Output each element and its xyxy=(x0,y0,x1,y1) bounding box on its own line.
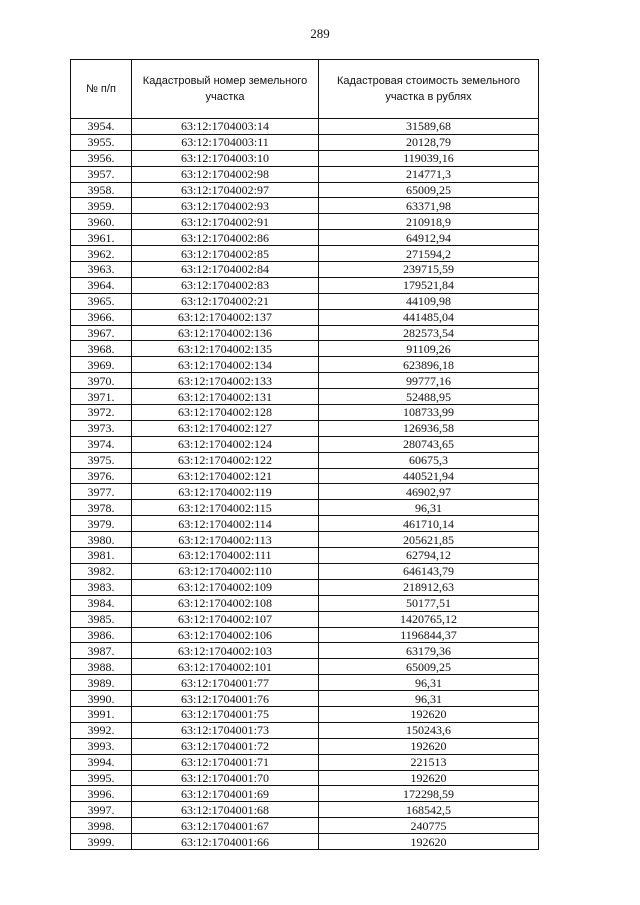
cadastral-number: 63:12:1704002:106 xyxy=(132,627,319,643)
cadastral-number: 63:12:1704002:115 xyxy=(132,500,319,516)
cadastral-number: 63:12:1704002:101 xyxy=(132,659,319,675)
cadastral-number: 63:12:1704002:128 xyxy=(132,405,319,421)
cadastral-value: 1196844,37 xyxy=(319,627,539,643)
table-row xyxy=(71,722,539,738)
cadastral-number: 63:12:1704002:109 xyxy=(132,579,319,595)
cadastral-number: 63:12:1704002:110 xyxy=(132,563,319,579)
cadastral-number: 63:12:1704002:91 xyxy=(132,214,319,230)
cadastral-number: 63:12:1704002:122 xyxy=(132,452,319,468)
cadastral-value: 271594,2 xyxy=(319,246,539,262)
cadastral-number: 63:12:1704002:134 xyxy=(132,357,319,373)
row-number: 3986. xyxy=(71,627,132,643)
row-number: 3985. xyxy=(71,611,132,627)
table-row xyxy=(71,834,539,850)
table-row xyxy=(71,643,539,659)
table-row xyxy=(71,373,539,389)
table-row xyxy=(71,548,539,564)
table-row xyxy=(71,500,539,516)
row-number: 3992. xyxy=(71,722,132,738)
cadastral-value: 441485,04 xyxy=(319,309,539,325)
table-row xyxy=(71,452,539,468)
cadastral-number: 63:12:1704002:108 xyxy=(132,595,319,611)
row-number: 3991. xyxy=(71,706,132,722)
cadastral-value: 91109,26 xyxy=(319,341,539,357)
table-row xyxy=(71,150,539,166)
cadastral-number: 63:12:1704002:127 xyxy=(132,420,319,436)
cadastral-value: 65009,25 xyxy=(319,182,539,198)
table-row xyxy=(71,595,539,611)
cadastral-number: 63:12:1704002:103 xyxy=(132,643,319,659)
row-number: 3965. xyxy=(71,293,132,309)
row-number: 3975. xyxy=(71,452,132,468)
cadastral-number: 63:12:1704003:14 xyxy=(132,119,319,135)
cadastral-value: 96,31 xyxy=(319,691,539,707)
table-row xyxy=(71,579,539,595)
header-number: № п/п xyxy=(71,60,132,119)
row-number: 3979. xyxy=(71,516,132,532)
cadastral-number: 63:12:1704002:136 xyxy=(132,325,319,341)
cadastral-value: 240775 xyxy=(319,818,539,834)
row-number: 3957. xyxy=(71,166,132,182)
table-row xyxy=(71,468,539,484)
cadastral-value: 64912,94 xyxy=(319,230,539,246)
row-number: 3980. xyxy=(71,532,132,548)
row-number: 3961. xyxy=(71,230,132,246)
cadastral-number: 63:12:1704003:11 xyxy=(132,134,319,150)
table-row xyxy=(71,659,539,675)
row-number: 3967. xyxy=(71,325,132,341)
row-number: 3981. xyxy=(71,548,132,564)
table-body xyxy=(71,119,539,850)
cadastral-number: 63:12:1704002:93 xyxy=(132,198,319,214)
table-row xyxy=(71,754,539,770)
cadastral-value: 1420765,12 xyxy=(319,611,539,627)
cadastral-value: 52488,95 xyxy=(319,389,539,405)
table-row xyxy=(71,818,539,834)
cadastral-number: 63:12:1704002:111 xyxy=(132,548,319,564)
row-number: 3977. xyxy=(71,484,132,500)
table-row xyxy=(71,325,539,341)
row-number: 3996. xyxy=(71,786,132,802)
cadastral-number: 63:12:1704001:67 xyxy=(132,818,319,834)
table-row xyxy=(71,436,539,452)
row-number: 3960. xyxy=(71,214,132,230)
row-number: 3978. xyxy=(71,500,132,516)
cadastral-number: 63:12:1704002:84 xyxy=(132,262,319,278)
cadastral-value: 46902,97 xyxy=(319,484,539,500)
row-number: 3995. xyxy=(71,770,132,786)
table-row xyxy=(71,706,539,722)
table-row xyxy=(71,389,539,405)
row-number: 3990. xyxy=(71,691,132,707)
table-row xyxy=(71,341,539,357)
row-number: 3973. xyxy=(71,420,132,436)
table-row xyxy=(71,691,539,707)
table-row xyxy=(71,230,539,246)
cadastral-value: 218912,63 xyxy=(319,579,539,595)
header-cadastral-value: Кадастровая стоимость земельного участка в рублях xyxy=(319,60,539,119)
cadastral-number: 63:12:1704002:83 xyxy=(132,277,319,293)
cadastral-value: 150243,6 xyxy=(319,722,539,738)
table-row xyxy=(71,357,539,373)
cadastral-value: 461710,14 xyxy=(319,516,539,532)
cadastral-value: 221513 xyxy=(319,754,539,770)
table-row xyxy=(71,134,539,150)
cadastral-value: 96,31 xyxy=(319,675,539,691)
cadastral-value: 239715,59 xyxy=(319,262,539,278)
cadastral-value: 20128,79 xyxy=(319,134,539,150)
row-number: 3959. xyxy=(71,198,132,214)
cadastral-value: 210918,9 xyxy=(319,214,539,230)
cadastral-number: 63:12:1704002:98 xyxy=(132,166,319,182)
row-number: 3976. xyxy=(71,468,132,484)
table-row xyxy=(71,262,539,278)
cadastral-value: 168542,5 xyxy=(319,802,539,818)
cadastral-value: 280743,65 xyxy=(319,436,539,452)
cadastral-number: 63:12:1704002:119 xyxy=(132,484,319,500)
cadastral-number: 63:12:1704003:10 xyxy=(132,150,319,166)
table-row xyxy=(71,611,539,627)
cadastral-number: 63:12:1704002:21 xyxy=(132,293,319,309)
row-number: 3993. xyxy=(71,738,132,754)
row-number: 3962. xyxy=(71,246,132,262)
row-number: 3956. xyxy=(71,150,132,166)
table-header xyxy=(71,60,539,119)
cadastral-value: 192620 xyxy=(319,738,539,754)
cadastral-value: 440521,94 xyxy=(319,468,539,484)
cadastral-number: 63:12:1704002:113 xyxy=(132,532,319,548)
table-row xyxy=(71,119,539,135)
table-row xyxy=(71,627,539,643)
row-number: 3966. xyxy=(71,309,132,325)
row-number: 3988. xyxy=(71,659,132,675)
table-row xyxy=(71,277,539,293)
cadastral-number: 63:12:1704001:73 xyxy=(132,722,319,738)
cadastral-value: 192620 xyxy=(319,706,539,722)
cadastral-value: 119039,16 xyxy=(319,150,539,166)
row-number: 3984. xyxy=(71,595,132,611)
cadastral-number: 63:12:1704001:77 xyxy=(132,675,319,691)
table-row xyxy=(71,563,539,579)
table-row xyxy=(71,405,539,421)
cadastral-value: 205621,85 xyxy=(319,532,539,548)
table-row xyxy=(71,246,539,262)
cadastral-number: 63:12:1704002:114 xyxy=(132,516,319,532)
table-row xyxy=(71,802,539,818)
row-number: 3997. xyxy=(71,802,132,818)
cadastral-number: 63:12:1704001:69 xyxy=(132,786,319,802)
cadastral-number: 63:12:1704002:124 xyxy=(132,436,319,452)
header-row xyxy=(71,60,539,119)
land-plots-table xyxy=(70,59,539,850)
table-row xyxy=(71,532,539,548)
row-number: 3982. xyxy=(71,563,132,579)
row-number: 3994. xyxy=(71,754,132,770)
cadastral-number: 63:12:1704001:66 xyxy=(132,834,319,850)
table-row xyxy=(71,182,539,198)
row-number: 3964. xyxy=(71,277,132,293)
cadastral-value: 646143,79 xyxy=(319,563,539,579)
cadastral-value: 60675,3 xyxy=(319,452,539,468)
row-number: 3989. xyxy=(71,675,132,691)
cadastral-number: 63:12:1704001:71 xyxy=(132,754,319,770)
page-number: 289 xyxy=(310,26,330,41)
table-row xyxy=(71,484,539,500)
table-row xyxy=(71,198,539,214)
cadastral-value: 50177,51 xyxy=(319,595,539,611)
cadastral-number: 63:12:1704002:131 xyxy=(132,389,319,405)
cadastral-number: 63:12:1704002:86 xyxy=(132,230,319,246)
cadastral-value: 31589,68 xyxy=(319,119,539,135)
cadastral-value: 623896,18 xyxy=(319,357,539,373)
table-row xyxy=(71,516,539,532)
table-row xyxy=(71,293,539,309)
row-number: 3983. xyxy=(71,579,132,595)
table-row xyxy=(71,214,539,230)
cadastral-value: 179521,84 xyxy=(319,277,539,293)
cadastral-number: 63:12:1704001:72 xyxy=(132,738,319,754)
row-number: 3972. xyxy=(71,405,132,421)
cadastral-value: 192620 xyxy=(319,834,539,850)
row-number: 3999. xyxy=(71,834,132,850)
table-row xyxy=(71,420,539,436)
row-number: 3955. xyxy=(71,134,132,150)
cadastral-value: 172298,59 xyxy=(319,786,539,802)
row-number: 3970. xyxy=(71,373,132,389)
table-row xyxy=(71,166,539,182)
cadastral-number: 63:12:1704002:121 xyxy=(132,468,319,484)
header-cadastral-number: Кадастровый номер земельного участка xyxy=(132,60,319,119)
cadastral-value: 99777,16 xyxy=(319,373,539,389)
cadastral-number: 63:12:1704001:68 xyxy=(132,802,319,818)
row-number: 3969. xyxy=(71,357,132,373)
cadastral-value: 108733,99 xyxy=(319,405,539,421)
table-row xyxy=(71,309,539,325)
table-row xyxy=(71,786,539,802)
cadastral-value: 44109,98 xyxy=(319,293,539,309)
cadastral-value: 126936,58 xyxy=(319,420,539,436)
cadastral-value: 63371,98 xyxy=(319,198,539,214)
row-number: 3954. xyxy=(71,119,132,135)
cadastral-number: 63:12:1704002:107 xyxy=(132,611,319,627)
cadastral-number: 63:12:1704002:85 xyxy=(132,246,319,262)
row-number: 3958. xyxy=(71,182,132,198)
cadastral-value: 192620 xyxy=(319,770,539,786)
cadastral-value: 96,31 xyxy=(319,500,539,516)
table-row xyxy=(71,770,539,786)
cadastral-number: 63:12:1704002:137 xyxy=(132,309,319,325)
cadastral-number: 63:12:1704001:75 xyxy=(132,706,319,722)
cadastral-value: 65009,25 xyxy=(319,659,539,675)
row-number: 3987. xyxy=(71,643,132,659)
row-number: 3971. xyxy=(71,389,132,405)
cadastral-number: 63:12:1704001:70 xyxy=(132,770,319,786)
row-number: 3963. xyxy=(71,262,132,278)
cadastral-value: 282573,54 xyxy=(319,325,539,341)
cadastral-number: 63:12:1704002:133 xyxy=(132,373,319,389)
cadastral-value: 62794,12 xyxy=(319,548,539,564)
table-row xyxy=(71,675,539,691)
row-number: 3998. xyxy=(71,818,132,834)
cadastral-number: 63:12:1704002:97 xyxy=(132,182,319,198)
cadastral-value: 63179,36 xyxy=(319,643,539,659)
cadastral-number: 63:12:1704001:76 xyxy=(132,691,319,707)
cadastral-number: 63:12:1704002:135 xyxy=(132,341,319,357)
table-row xyxy=(71,738,539,754)
row-number: 3974. xyxy=(71,436,132,452)
row-number: 3968. xyxy=(71,341,132,357)
cadastral-value: 214771,3 xyxy=(319,166,539,182)
